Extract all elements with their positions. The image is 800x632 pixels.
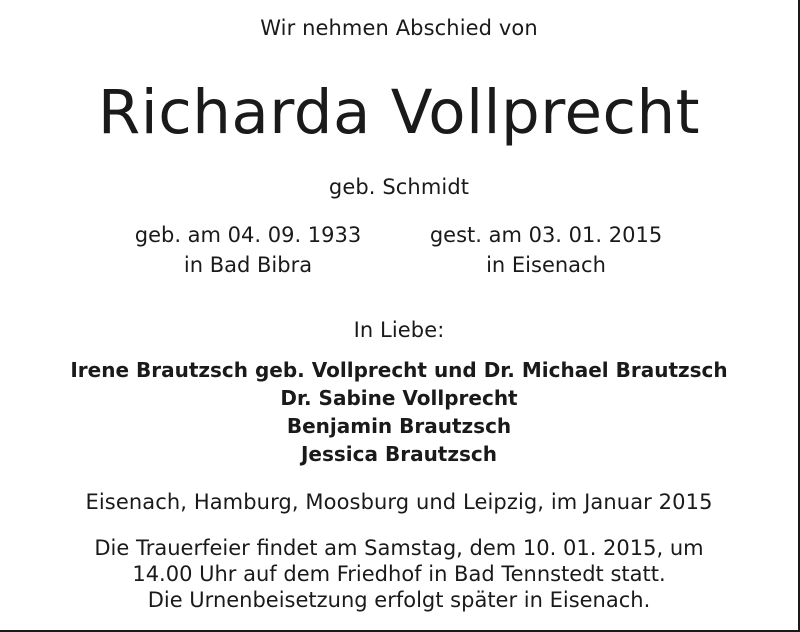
birth-date: geb. am 04. 09. 1933 xyxy=(134,223,362,247)
maiden-name: geb. Schmidt xyxy=(328,175,470,199)
death-date: gest. am 03. 01. 2015 xyxy=(429,223,663,247)
ceremony-line: Die Trauerfeier findet am Samstag, dem 10. 01. 2015, um xyxy=(94,536,704,560)
mourner-item: Benjamin Brautzsch xyxy=(286,414,512,438)
ceremony-line: Die Urnenbeisetzung erfolgt später in Eisenach. xyxy=(147,588,651,612)
birth-place: in Bad Bibra xyxy=(183,253,313,277)
death-info xyxy=(416,220,676,280)
ceremony-info xyxy=(0,535,798,613)
love-label: In Liebe: xyxy=(353,318,445,342)
place-date: Eisenach, Hamburg, Moosburg und Leipzig, im Januar 2015 xyxy=(85,490,713,514)
death-place: in Eisenach xyxy=(486,253,606,277)
mourner-item: Dr. Sabine Vollprecht xyxy=(280,386,518,410)
intro-text: Wir nehmen Abschied von xyxy=(260,16,538,40)
mourner-item: Irene Brautzsch geb. Vollprecht und Dr. Michael Brautzsch xyxy=(70,358,728,382)
ceremony-line: 14.00 Uhr auf dem Friedhof in Bad Tennstedt statt. xyxy=(132,562,666,586)
mourners-list xyxy=(0,356,798,468)
life-dates xyxy=(0,220,798,280)
birth-info xyxy=(118,220,378,280)
deceased-name: Richarda Vollprecht xyxy=(97,77,701,148)
mourner-item: Jessica Brautzsch xyxy=(300,442,498,466)
